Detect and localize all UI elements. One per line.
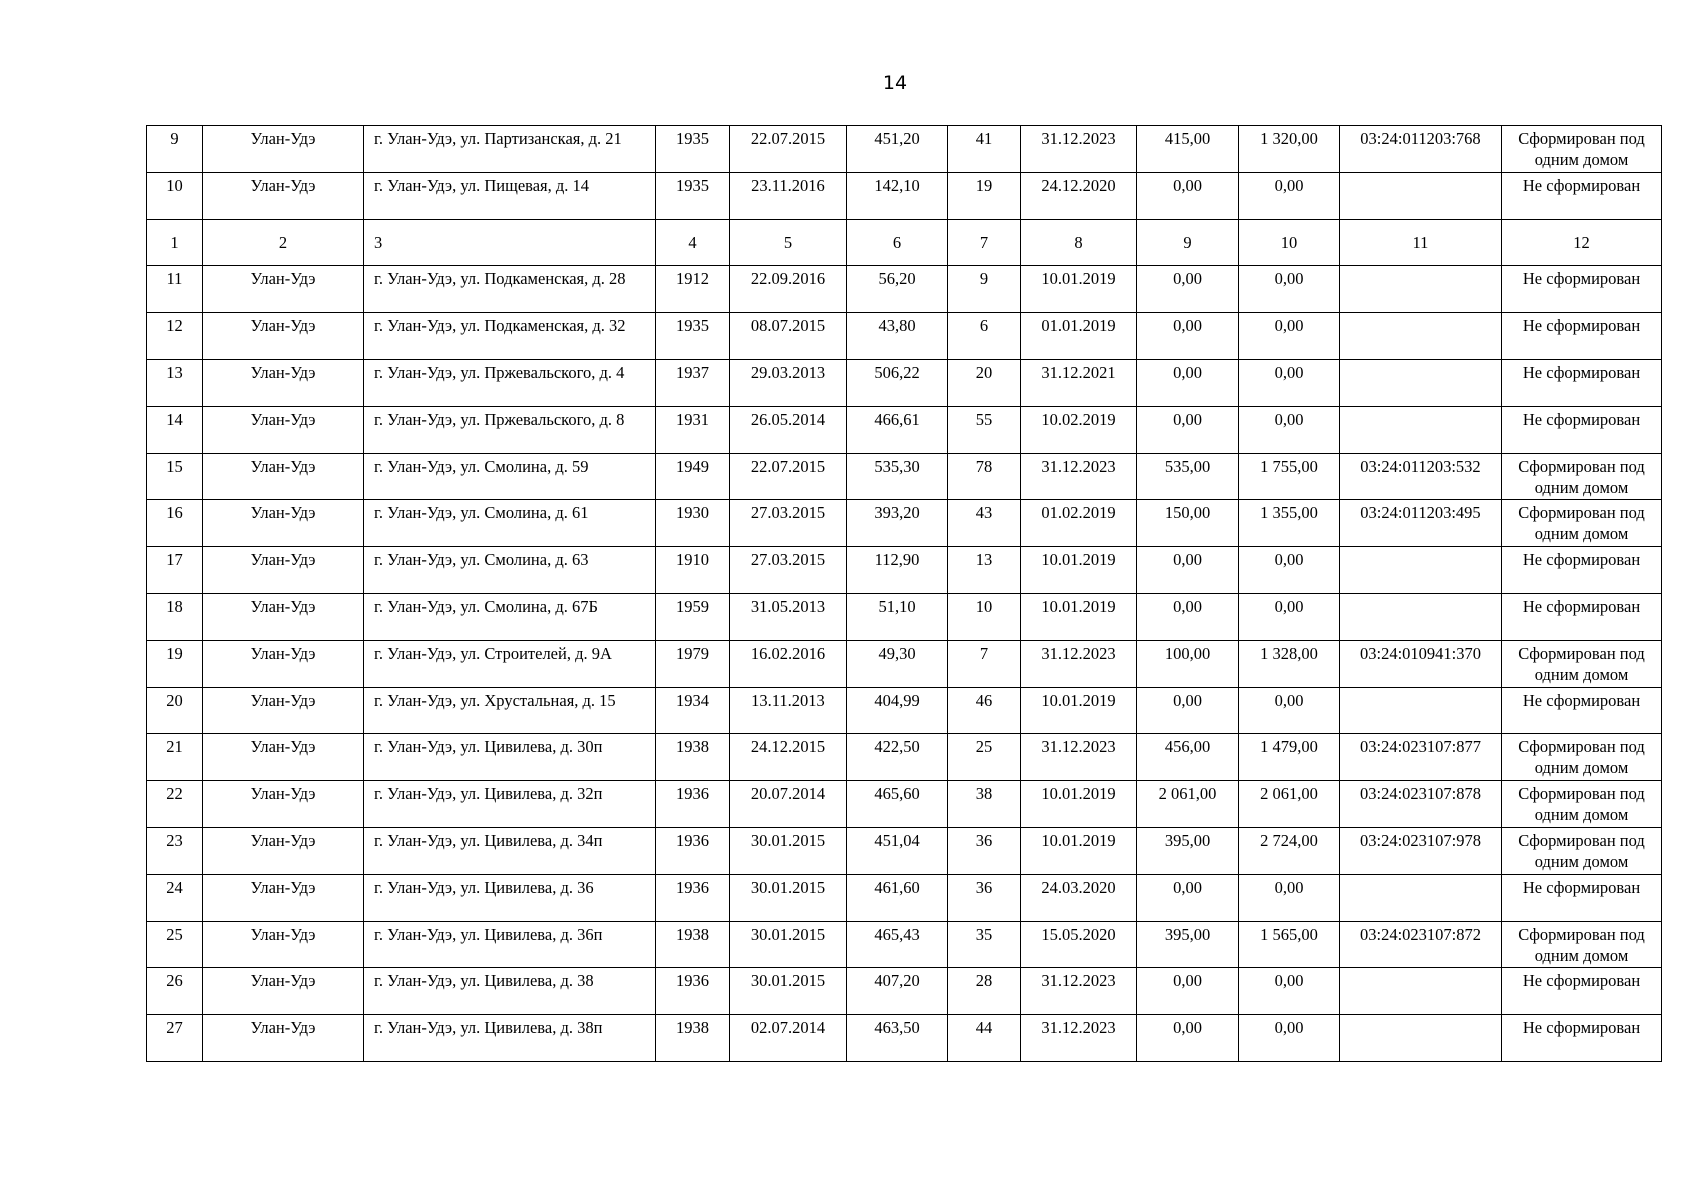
deadline-cell: 31.12.2023	[1021, 1015, 1137, 1062]
address-cell: г. Улан-Удэ, ул. Пищевая, д. 14	[364, 172, 656, 219]
residents-cell: 9	[948, 266, 1021, 313]
cadastral-number-cell	[1340, 547, 1502, 594]
amount-2-cell: 0,00	[1239, 593, 1340, 640]
date-cell: 30.01.2015	[730, 827, 847, 874]
status-cell: Сформирован под одним домом	[1502, 640, 1662, 687]
deadline-cell: 01.01.2019	[1021, 313, 1137, 360]
page-number: 14	[882, 72, 908, 94]
status-cell: Не сформирован	[1502, 1015, 1662, 1062]
deadline-cell: 31.12.2023	[1021, 126, 1137, 173]
table-row	[147, 1015, 1662, 1062]
deadline-cell: 01.02.2019	[1021, 500, 1137, 547]
residents-cell: 7	[948, 219, 1021, 266]
city-cell: Улан-Удэ	[203, 547, 364, 594]
cadastral-number-cell	[1340, 313, 1502, 360]
city-cell: Улан-Удэ	[203, 172, 364, 219]
status-cell: Не сформирован	[1502, 313, 1662, 360]
city-cell: Улан-Удэ	[203, 734, 364, 781]
area-cell: 535,30	[847, 453, 948, 500]
table-row	[147, 640, 1662, 687]
address-cell: г. Улан-Удэ, ул. Смолина, д. 61	[364, 500, 656, 547]
date-cell: 24.12.2015	[730, 734, 847, 781]
deadline-cell: 31.12.2023	[1021, 453, 1137, 500]
status-cell: Не сформирован	[1502, 874, 1662, 921]
city-cell: Улан-Удэ	[203, 687, 364, 734]
address-cell: г. Улан-Удэ, ул. Цивилева, д. 38	[364, 968, 656, 1015]
city-cell: Улан-Удэ	[203, 921, 364, 968]
area-cell: 463,50	[847, 1015, 948, 1062]
area-cell: 49,30	[847, 640, 948, 687]
cadastral-number-cell: 03:24:023107:978	[1340, 827, 1502, 874]
deadline-cell: 31.12.2021	[1021, 359, 1137, 406]
amount-2-cell: 0,00	[1239, 874, 1340, 921]
residents-cell: 6	[948, 313, 1021, 360]
amount-2-cell: 1 355,00	[1239, 500, 1340, 547]
address-cell: г. Улан-Удэ, ул. Смолина, д. 67Б	[364, 593, 656, 640]
amount-1-cell: 0,00	[1137, 547, 1239, 594]
table-row	[147, 827, 1662, 874]
deadline-cell: 10.01.2019	[1021, 547, 1137, 594]
row-number-cell: 23	[147, 827, 203, 874]
address-cell: г. Улан-Удэ, ул. Хрустальная, д. 15	[364, 687, 656, 734]
table-row	[147, 453, 1662, 500]
row-number-cell: 17	[147, 547, 203, 594]
year-built-cell: 1910	[656, 547, 730, 594]
deadline-cell: 8	[1021, 219, 1137, 266]
amount-2-cell: 10	[1239, 219, 1340, 266]
amount-1-cell: 0,00	[1137, 874, 1239, 921]
status-cell: Не сформирован	[1502, 172, 1662, 219]
city-cell: Улан-Удэ	[203, 968, 364, 1015]
row-number-cell: 25	[147, 921, 203, 968]
row-number-cell: 12	[147, 313, 203, 360]
amount-1-cell: 415,00	[1137, 126, 1239, 173]
year-built-cell: 1935	[656, 172, 730, 219]
date-cell: 22.07.2015	[730, 453, 847, 500]
address-cell: г. Улан-Удэ, ул. Цивилева, д. 38п	[364, 1015, 656, 1062]
amount-2-cell: 0,00	[1239, 313, 1340, 360]
cadastral-number-cell: 03:24:011203:768	[1340, 126, 1502, 173]
cadastral-number-cell: 03:24:011203:532	[1340, 453, 1502, 500]
deadline-cell: 10.02.2019	[1021, 406, 1137, 453]
deadline-cell: 24.12.2020	[1021, 172, 1137, 219]
status-cell: Сформирован под одним домом	[1502, 500, 1662, 547]
area-cell: 56,20	[847, 266, 948, 313]
amount-2-cell: 0,00	[1239, 359, 1340, 406]
row-number-cell: 20	[147, 687, 203, 734]
city-cell: Улан-Удэ	[203, 453, 364, 500]
amount-2-cell: 1 479,00	[1239, 734, 1340, 781]
area-cell: 51,10	[847, 593, 948, 640]
date-cell: 27.03.2015	[730, 500, 847, 547]
address-cell: г. Улан-Удэ, ул. Подкаменская, д. 28	[364, 266, 656, 313]
city-cell: 2	[203, 219, 364, 266]
status-cell: Сформирован под одним домом	[1502, 781, 1662, 828]
area-cell: 6	[847, 219, 948, 266]
date-cell: 29.03.2013	[730, 359, 847, 406]
address-cell: г. Улан-Удэ, ул. Цивилева, д. 30п	[364, 734, 656, 781]
status-cell: Сформирован под одним домом	[1502, 126, 1662, 173]
address-cell: г. Улан-Удэ, ул. Смолина, д. 59	[364, 453, 656, 500]
year-built-cell: 1931	[656, 406, 730, 453]
status-cell: Сформирован под одним домом	[1502, 921, 1662, 968]
cadastral-number-cell: 03:24:011203:495	[1340, 500, 1502, 547]
area-cell: 461,60	[847, 874, 948, 921]
city-cell: Улан-Удэ	[203, 500, 364, 547]
amount-1-cell: 100,00	[1137, 640, 1239, 687]
date-cell: 08.07.2015	[730, 313, 847, 360]
cadastral-number-cell	[1340, 406, 1502, 453]
address-cell: г. Улан-Удэ, ул. Партизанская, д. 21	[364, 126, 656, 173]
address-cell: г. Улан-Удэ, ул. Смолина, д. 63	[364, 547, 656, 594]
address-cell: г. Улан-Удэ, ул. Подкаменская, д. 32	[364, 313, 656, 360]
deadline-cell: 10.01.2019	[1021, 781, 1137, 828]
amount-1-cell: 2 061,00	[1137, 781, 1239, 828]
year-built-cell: 1936	[656, 781, 730, 828]
cadastral-number-cell	[1340, 968, 1502, 1015]
amount-1-cell: 150,00	[1137, 500, 1239, 547]
cadastral-number-cell	[1340, 1015, 1502, 1062]
residents-cell: 38	[948, 781, 1021, 828]
table-row	[147, 874, 1662, 921]
status-cell: Не сформирован	[1502, 359, 1662, 406]
status-cell: Не сформирован	[1502, 547, 1662, 594]
year-built-cell: 1935	[656, 126, 730, 173]
city-cell: Улан-Удэ	[203, 406, 364, 453]
row-number-cell: 24	[147, 874, 203, 921]
status-cell: Сформирован под одним домом	[1502, 827, 1662, 874]
address-cell: г. Улан-Удэ, ул. Цивилева, д. 36п	[364, 921, 656, 968]
date-cell: 13.11.2013	[730, 687, 847, 734]
area-cell: 451,04	[847, 827, 948, 874]
cadastral-number-cell	[1340, 172, 1502, 219]
status-cell: Сформирован под одним домом	[1502, 734, 1662, 781]
date-cell: 16.02.2016	[730, 640, 847, 687]
date-cell: 30.01.2015	[730, 968, 847, 1015]
amount-2-cell: 0,00	[1239, 547, 1340, 594]
residents-cell: 55	[948, 406, 1021, 453]
amount-2-cell: 0,00	[1239, 266, 1340, 313]
cadastral-number-cell: 03:24:023107:872	[1340, 921, 1502, 968]
area-cell: 506,22	[847, 359, 948, 406]
address-cell: г. Улан-Удэ, ул. Цивилева, д. 36	[364, 874, 656, 921]
residents-cell: 36	[948, 827, 1021, 874]
address-cell: 3	[364, 219, 656, 266]
city-cell: Улан-Удэ	[203, 359, 364, 406]
row-number-cell: 13	[147, 359, 203, 406]
area-cell: 142,10	[847, 172, 948, 219]
table-row	[147, 921, 1662, 968]
address-cell: г. Улан-Удэ, ул. Цивилева, д. 34п	[364, 827, 656, 874]
city-cell: Улан-Удэ	[203, 827, 364, 874]
table-row	[147, 687, 1662, 734]
deadline-cell: 10.01.2019	[1021, 266, 1137, 313]
date-cell: 20.07.2014	[730, 781, 847, 828]
deadline-cell: 15.05.2020	[1021, 921, 1137, 968]
year-built-cell: 1936	[656, 827, 730, 874]
table-row	[147, 126, 1662, 173]
city-cell: Улан-Удэ	[203, 1015, 364, 1062]
amount-1-cell: 0,00	[1137, 313, 1239, 360]
area-cell: 407,20	[847, 968, 948, 1015]
city-cell: Улан-Удэ	[203, 126, 364, 173]
year-built-cell: 1912	[656, 266, 730, 313]
amount-1-cell: 395,00	[1137, 827, 1239, 874]
status-cell: Не сформирован	[1502, 406, 1662, 453]
year-built-cell: 1949	[656, 453, 730, 500]
area-cell: 404,99	[847, 687, 948, 734]
table-row	[147, 968, 1662, 1015]
status-cell: Не сформирован	[1502, 593, 1662, 640]
status-cell: 12	[1502, 219, 1662, 266]
date-cell: 30.01.2015	[730, 874, 847, 921]
cadastral-number-cell: 03:24:023107:878	[1340, 781, 1502, 828]
amount-1-cell: 0,00	[1137, 172, 1239, 219]
housing-registry-table	[146, 125, 1662, 1062]
row-number-cell: 9	[147, 126, 203, 173]
amount-1-cell: 535,00	[1137, 453, 1239, 500]
city-cell: Улан-Удэ	[203, 640, 364, 687]
residents-cell: 10	[948, 593, 1021, 640]
date-cell: 23.11.2016	[730, 172, 847, 219]
residents-cell: 41	[948, 126, 1021, 173]
row-number-cell: 15	[147, 453, 203, 500]
area-cell: 451,20	[847, 126, 948, 173]
row-number-cell: 19	[147, 640, 203, 687]
deadline-cell: 10.01.2019	[1021, 827, 1137, 874]
area-cell: 422,50	[847, 734, 948, 781]
amount-1-cell: 9	[1137, 219, 1239, 266]
date-cell: 30.01.2015	[730, 921, 847, 968]
row-number-cell: 14	[147, 406, 203, 453]
deadline-cell: 31.12.2023	[1021, 640, 1137, 687]
area-cell: 465,60	[847, 781, 948, 828]
amount-2-cell: 0,00	[1239, 687, 1340, 734]
amount-1-cell: 0,00	[1137, 1015, 1239, 1062]
table-row	[147, 266, 1662, 313]
row-number-cell: 10	[147, 172, 203, 219]
cadastral-number-cell: 03:24:010941:370	[1340, 640, 1502, 687]
year-built-cell: 1934	[656, 687, 730, 734]
residents-cell: 36	[948, 874, 1021, 921]
year-built-cell: 4	[656, 219, 730, 266]
amount-2-cell: 1 320,00	[1239, 126, 1340, 173]
residents-cell: 13	[948, 547, 1021, 594]
amount-2-cell: 0,00	[1239, 968, 1340, 1015]
cadastral-number-cell	[1340, 874, 1502, 921]
row-number-cell: 27	[147, 1015, 203, 1062]
date-cell: 5	[730, 219, 847, 266]
amount-1-cell: 395,00	[1137, 921, 1239, 968]
status-cell: Не сформирован	[1502, 968, 1662, 1015]
year-built-cell: 1930	[656, 500, 730, 547]
amount-2-cell: 1 755,00	[1239, 453, 1340, 500]
residents-cell: 20	[948, 359, 1021, 406]
city-cell: Улан-Удэ	[203, 781, 364, 828]
address-cell: г. Улан-Удэ, ул. Пржевальского, д. 8	[364, 406, 656, 453]
cadastral-number-cell	[1340, 593, 1502, 640]
table-row	[147, 734, 1662, 781]
date-cell: 22.07.2015	[730, 126, 847, 173]
table-row	[147, 313, 1662, 360]
table-row	[147, 359, 1662, 406]
city-cell: Улан-Удэ	[203, 313, 364, 360]
address-cell: г. Улан-Удэ, ул. Цивилева, д. 32п	[364, 781, 656, 828]
amount-1-cell: 0,00	[1137, 266, 1239, 313]
deadline-cell: 24.03.2020	[1021, 874, 1137, 921]
residents-cell: 28	[948, 968, 1021, 1015]
residents-cell: 44	[948, 1015, 1021, 1062]
amount-1-cell: 456,00	[1137, 734, 1239, 781]
cadastral-number-cell: 03:24:023107:877	[1340, 734, 1502, 781]
residents-cell: 19	[948, 172, 1021, 219]
residents-cell: 7	[948, 640, 1021, 687]
cadastral-number-cell	[1340, 359, 1502, 406]
year-built-cell: 1936	[656, 968, 730, 1015]
date-cell: 26.05.2014	[730, 406, 847, 453]
row-number-cell: 1	[147, 219, 203, 266]
row-number-cell: 16	[147, 500, 203, 547]
amount-2-cell: 2 724,00	[1239, 827, 1340, 874]
amount-1-cell: 0,00	[1137, 359, 1239, 406]
status-cell: Не сформирован	[1502, 266, 1662, 313]
registry-body	[147, 126, 1662, 1062]
amount-2-cell: 0,00	[1239, 406, 1340, 453]
row-number-cell: 18	[147, 593, 203, 640]
cadastral-number-cell	[1340, 266, 1502, 313]
amount-1-cell: 0,00	[1137, 687, 1239, 734]
amount-1-cell: 0,00	[1137, 406, 1239, 453]
table-row	[147, 172, 1662, 219]
amount-2-cell: 1 565,00	[1239, 921, 1340, 968]
status-cell: Сформирован под одним домом	[1502, 453, 1662, 500]
deadline-cell: 10.01.2019	[1021, 593, 1137, 640]
area-cell: 466,61	[847, 406, 948, 453]
amount-1-cell: 0,00	[1137, 593, 1239, 640]
amount-2-cell: 0,00	[1239, 172, 1340, 219]
table-row	[147, 781, 1662, 828]
year-built-cell: 1938	[656, 921, 730, 968]
residents-cell: 43	[948, 500, 1021, 547]
city-cell: Улан-Удэ	[203, 266, 364, 313]
year-built-cell: 1979	[656, 640, 730, 687]
year-built-cell: 1938	[656, 1015, 730, 1062]
row-number-cell: 22	[147, 781, 203, 828]
column-number-header-row	[147, 219, 1662, 266]
date-cell: 22.09.2016	[730, 266, 847, 313]
area-cell: 465,43	[847, 921, 948, 968]
year-built-cell: 1959	[656, 593, 730, 640]
area-cell: 43,80	[847, 313, 948, 360]
residents-cell: 35	[948, 921, 1021, 968]
area-cell: 393,20	[847, 500, 948, 547]
amount-2-cell: 0,00	[1239, 1015, 1340, 1062]
amount-1-cell: 0,00	[1137, 968, 1239, 1015]
table-row	[147, 547, 1662, 594]
address-cell: г. Улан-Удэ, ул. Пржевальского, д. 4	[364, 359, 656, 406]
amount-2-cell: 1 328,00	[1239, 640, 1340, 687]
year-built-cell: 1935	[656, 313, 730, 360]
deadline-cell: 10.01.2019	[1021, 687, 1137, 734]
address-cell: г. Улан-Удэ, ул. Строителей, д. 9А	[364, 640, 656, 687]
deadline-cell: 31.12.2023	[1021, 968, 1137, 1015]
year-built-cell: 1937	[656, 359, 730, 406]
row-number-cell: 11	[147, 266, 203, 313]
date-cell: 02.07.2014	[730, 1015, 847, 1062]
city-cell: Улан-Удэ	[203, 593, 364, 640]
row-number-cell: 21	[147, 734, 203, 781]
date-cell: 27.03.2015	[730, 547, 847, 594]
year-built-cell: 1938	[656, 734, 730, 781]
residents-cell: 46	[948, 687, 1021, 734]
residents-cell: 25	[948, 734, 1021, 781]
row-number-cell: 26	[147, 968, 203, 1015]
cadastral-number-cell	[1340, 687, 1502, 734]
area-cell: 112,90	[847, 547, 948, 594]
table-row	[147, 406, 1662, 453]
cadastral-number-cell: 11	[1340, 219, 1502, 266]
table-row	[147, 593, 1662, 640]
deadline-cell: 31.12.2023	[1021, 734, 1137, 781]
year-built-cell: 1936	[656, 874, 730, 921]
table-row	[147, 500, 1662, 547]
date-cell: 31.05.2013	[730, 593, 847, 640]
city-cell: Улан-Удэ	[203, 874, 364, 921]
amount-2-cell: 2 061,00	[1239, 781, 1340, 828]
status-cell: Не сформирован	[1502, 687, 1662, 734]
residents-cell: 78	[948, 453, 1021, 500]
